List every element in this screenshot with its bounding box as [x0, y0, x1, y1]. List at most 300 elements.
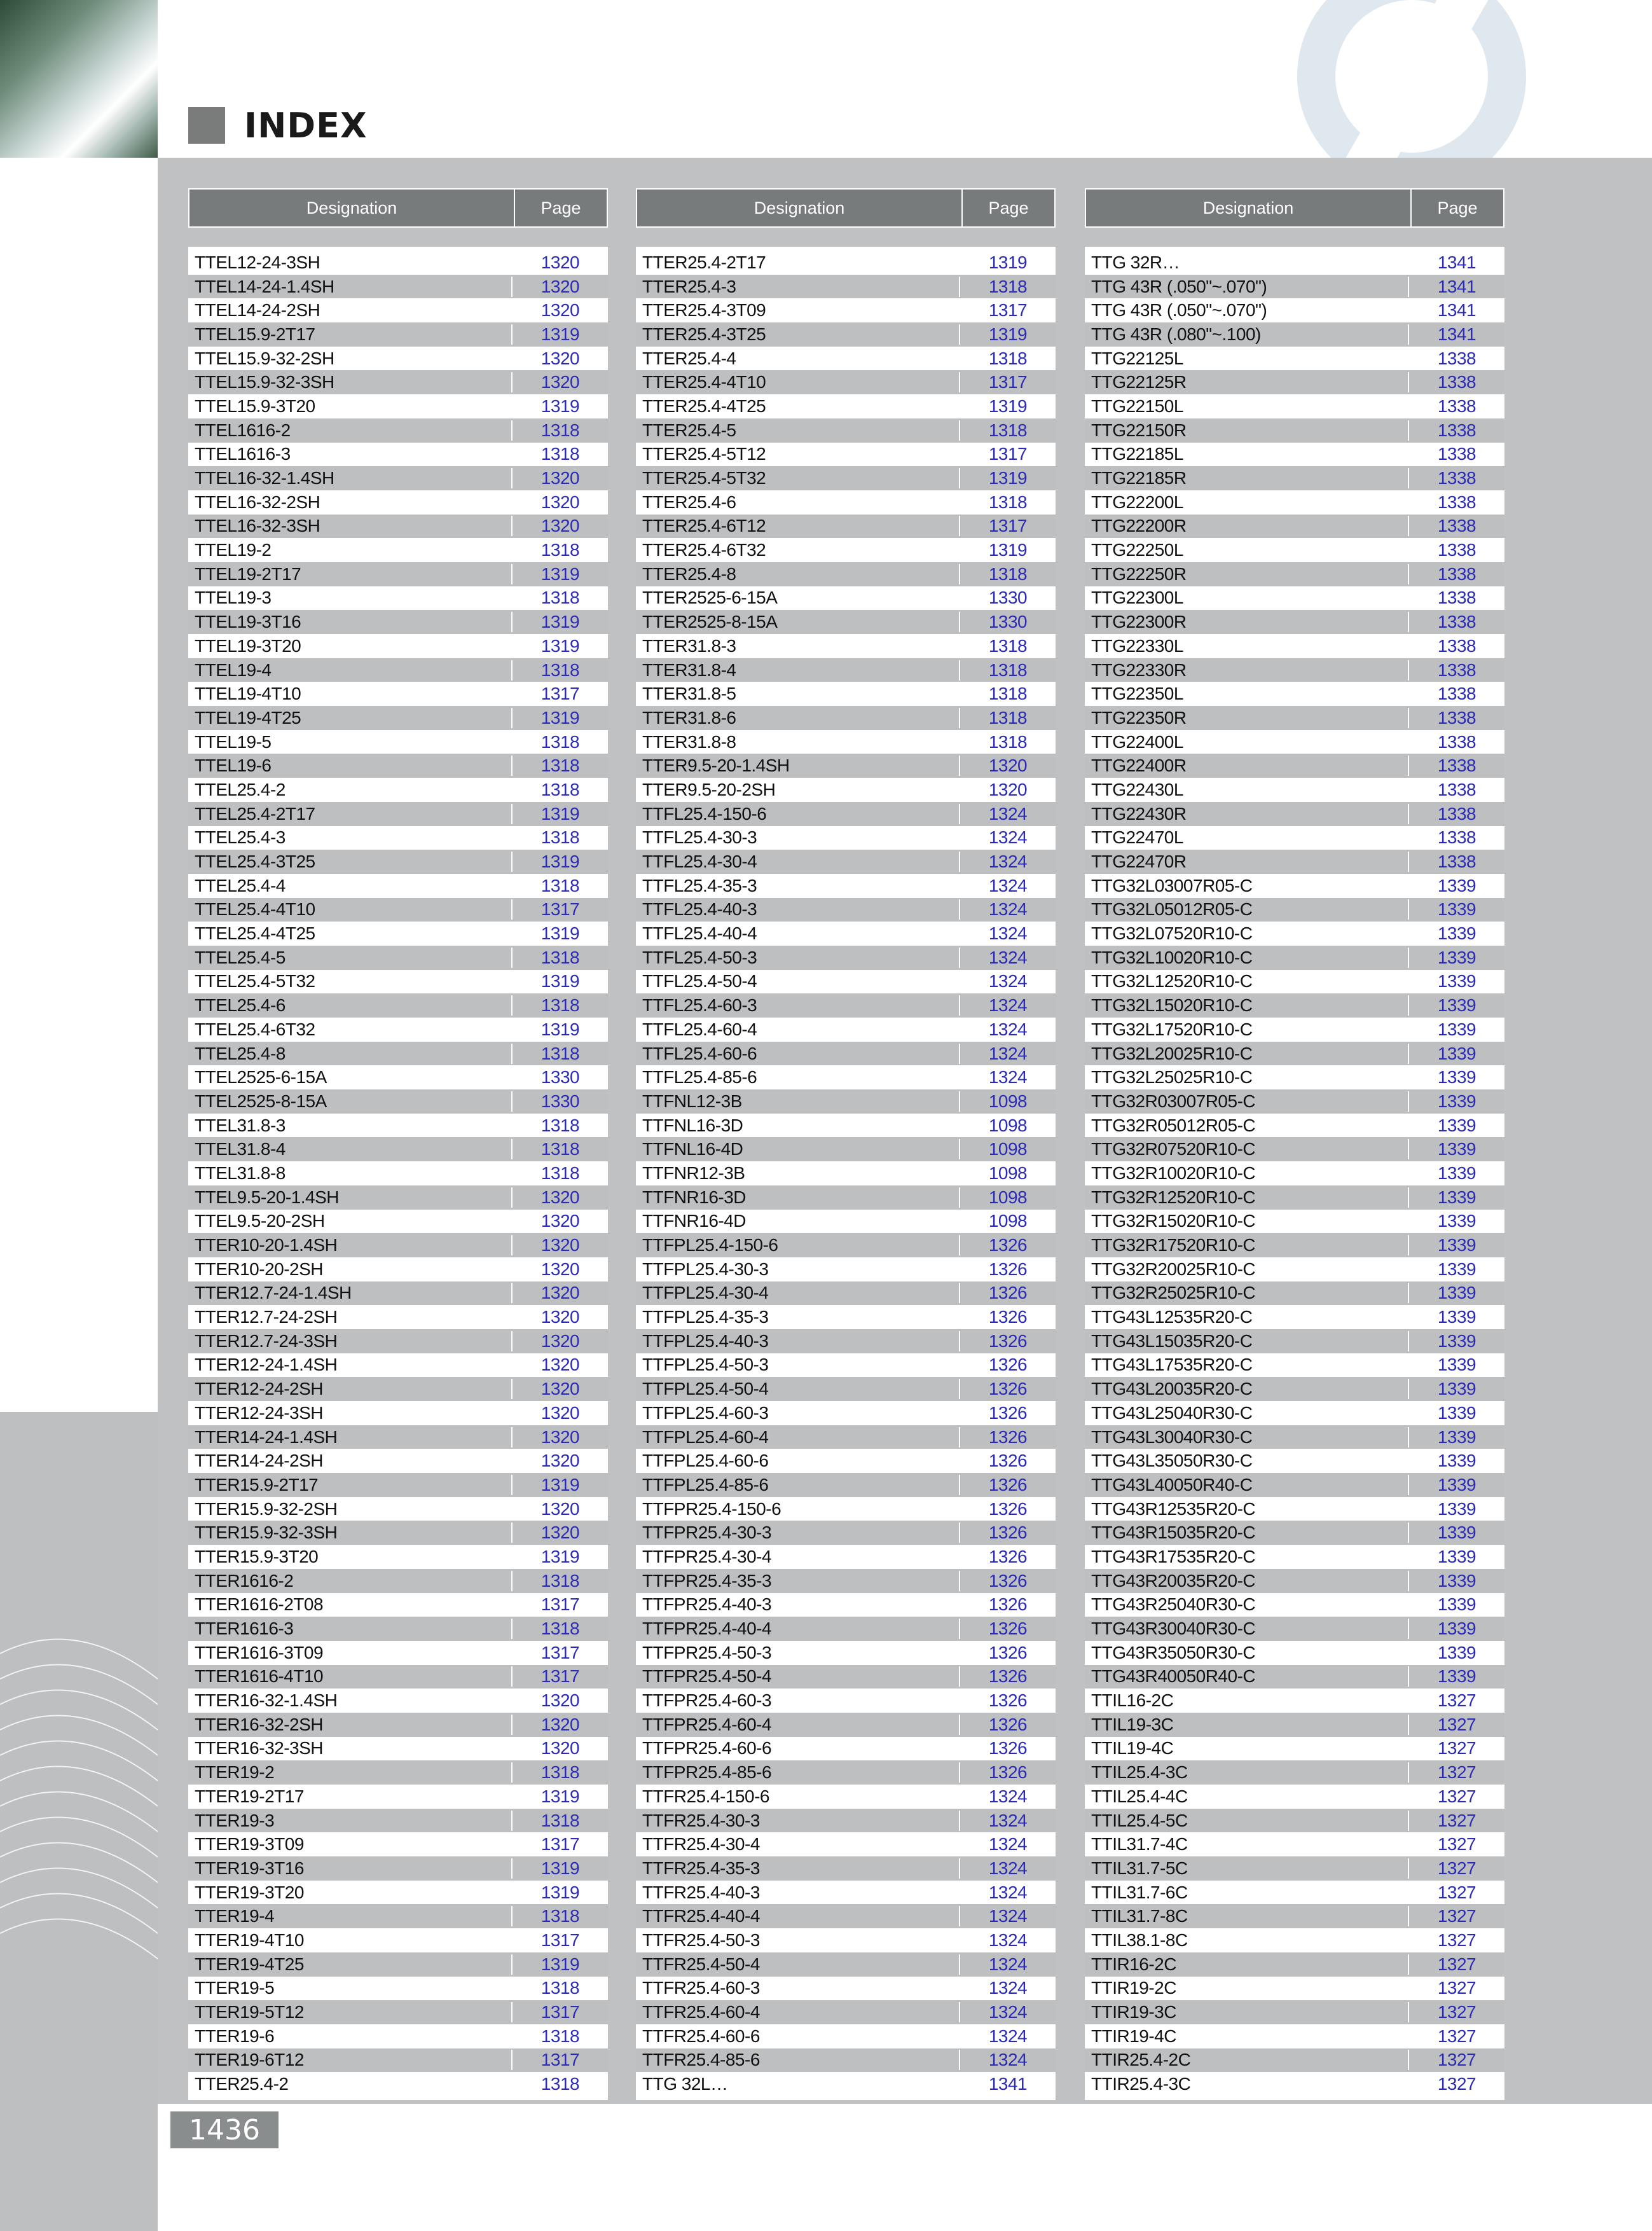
- page-link[interactable]: 1327: [1437, 1786, 1476, 1806]
- page-link[interactable]: 1326: [988, 1235, 1028, 1255]
- index-row: [1085, 1904, 1504, 1928]
- index-row: [188, 1689, 608, 1713]
- page-link[interactable]: 1339: [1437, 1163, 1476, 1183]
- page-link[interactable]: 1327: [1437, 2074, 1476, 2094]
- page-link[interactable]: 1318: [540, 1139, 580, 1159]
- designation-cell: TTER15.9-2T17: [188, 1475, 513, 1495]
- designation-cell: TTER12.7-24-3SH: [188, 1331, 513, 1351]
- designation-cell: TTIR25.4-2C: [1085, 2050, 1409, 2070]
- page-link[interactable]: 1326: [988, 1474, 1028, 1495]
- page-link[interactable]: 1319: [540, 1786, 580, 1806]
- page-link[interactable]: 1338: [1437, 588, 1476, 608]
- designation-cell: TTG43L12535R20-C: [1091, 1307, 1253, 1327]
- page-link[interactable]: 1317: [988, 300, 1028, 321]
- page-link[interactable]: 1324: [988, 1930, 1028, 1950]
- page-link[interactable]: 1318: [540, 827, 580, 848]
- page-link[interactable]: 1324: [988, 1067, 1028, 1088]
- index-row: [188, 730, 608, 754]
- page-link[interactable]: 1324: [988, 2002, 1028, 2022]
- page-link[interactable]: 1324: [988, 875, 1028, 895]
- page-link[interactable]: 1319: [540, 396, 580, 416]
- designation-cell: TTEL19-4T10: [195, 684, 301, 704]
- designation-cell: TTER16-32-2SH: [188, 1715, 513, 1735]
- designation-cell: TTEL25.4-6T32: [195, 1019, 315, 1039]
- page-link[interactable]: 1319: [988, 540, 1028, 560]
- page-link[interactable]: 1338: [1437, 684, 1476, 704]
- page-link[interactable]: 1098: [988, 1163, 1028, 1183]
- page-link[interactable]: 1341: [1437, 300, 1476, 321]
- page-link[interactable]: 1341: [1437, 252, 1476, 272]
- page-link[interactable]: 1319: [540, 923, 580, 944]
- page-link[interactable]: 1317: [540, 2002, 580, 2022]
- page-link[interactable]: 1326: [988, 1594, 1028, 1615]
- page-link[interactable]: 1098: [988, 1115, 1028, 1135]
- index-row: [1085, 1737, 1504, 1761]
- page-link[interactable]: 1320: [540, 1235, 580, 1255]
- page-link[interactable]: 1320: [540, 516, 580, 536]
- page-link[interactable]: 1338: [1437, 348, 1476, 368]
- page-link[interactable]: 1330: [988, 588, 1028, 608]
- page-link[interactable]: 1339: [1437, 1451, 1476, 1471]
- index-row: [188, 993, 608, 1018]
- page-link[interactable]: 1318: [540, 756, 580, 776]
- page-link[interactable]: 1338: [1437, 396, 1476, 416]
- page-link[interactable]: 1338: [1437, 563, 1476, 584]
- page-link[interactable]: 1326: [988, 1402, 1028, 1423]
- page-link[interactable]: 1338: [1437, 660, 1476, 680]
- page-link[interactable]: 1327: [1437, 1738, 1476, 1758]
- page-link[interactable]: 1326: [988, 1738, 1028, 1758]
- designation-cell: TTG22200L: [1091, 492, 1183, 512]
- page-link[interactable]: 1324: [988, 1858, 1028, 1878]
- page-link[interactable]: 1318: [540, 1906, 580, 1926]
- page-link[interactable]: 1324: [988, 1978, 1028, 1998]
- page-link[interactable]: 1338: [1437, 444, 1476, 464]
- page-link[interactable]: 1327: [1437, 1906, 1476, 1926]
- index-row: [1085, 2000, 1504, 2024]
- page-link[interactable]: 1338: [1437, 420, 1476, 440]
- page-link[interactable]: 1318: [540, 731, 580, 752]
- page-link[interactable]: 1318: [540, 660, 580, 680]
- index-row: [188, 322, 608, 347]
- page-link[interactable]: 1318: [540, 2026, 580, 2046]
- page-link[interactable]: 1339: [1437, 1307, 1476, 1327]
- page-link[interactable]: 1319: [540, 971, 580, 991]
- designation-cell: TTIL25.4-5C: [1085, 1811, 1409, 1831]
- page-link[interactable]: 1326: [988, 1570, 1028, 1591]
- designation-cell: TTG22150L: [1091, 396, 1183, 416]
- page-link[interactable]: 1319: [540, 324, 580, 344]
- page-link[interactable]: 1319: [540, 1474, 580, 1495]
- page-link[interactable]: 1327: [1437, 1930, 1476, 1950]
- page-link[interactable]: 1318: [540, 1810, 580, 1830]
- page-link[interactable]: 1317: [988, 372, 1028, 392]
- page-link[interactable]: 1317: [540, 1594, 580, 1615]
- page-link[interactable]: 1338: [1437, 779, 1476, 799]
- page-link[interactable]: 1339: [1437, 1330, 1476, 1351]
- designation-cell: TTEL25.4-8: [188, 1044, 513, 1064]
- page-link[interactable]: 1339: [1437, 875, 1476, 895]
- page-link[interactable]: 1338: [1437, 468, 1476, 488]
- designation-cell: TTG43L17535R20-C: [1091, 1355, 1253, 1375]
- page-link[interactable]: 1327: [1437, 2050, 1476, 2070]
- page-link[interactable]: 1339: [1437, 1067, 1476, 1088]
- page-link[interactable]: 1317: [540, 1834, 580, 1855]
- page-link[interactable]: 1320: [540, 1187, 580, 1207]
- page-link[interactable]: 1339: [1437, 1546, 1476, 1566]
- page-link[interactable]: 1318: [540, 1978, 580, 1998]
- page-link[interactable]: 1339: [1437, 1019, 1476, 1039]
- page-number: 1436: [170, 2111, 279, 2148]
- page-link[interactable]: 1339: [1437, 1211, 1476, 1231]
- page-link[interactable]: 1327: [1437, 1834, 1476, 1855]
- page-link[interactable]: 1318: [540, 540, 580, 560]
- page-link[interactable]: 1326: [988, 1690, 1028, 1711]
- page-link[interactable]: 1326: [988, 1762, 1028, 1783]
- page-link[interactable]: 1317: [988, 516, 1028, 536]
- page-link[interactable]: 1324: [988, 947, 1028, 967]
- index-row: [636, 1329, 1056, 1353]
- index-row: [188, 1497, 608, 1521]
- designation-cell: TTER16-32-1.4SH: [195, 1690, 338, 1711]
- page-link[interactable]: 1330: [540, 1067, 580, 1088]
- page-link[interactable]: 1318: [988, 492, 1028, 512]
- page-link[interactable]: 1339: [1437, 1187, 1476, 1207]
- page-link[interactable]: 1319: [540, 1019, 580, 1039]
- page-link[interactable]: 1339: [1437, 1426, 1476, 1447]
- page-link[interactable]: 1324: [988, 2050, 1028, 2070]
- page-link[interactable]: 1318: [540, 2074, 580, 2094]
- page-link[interactable]: 1326: [988, 1330, 1028, 1351]
- page-link[interactable]: 1339: [1437, 1619, 1476, 1639]
- page-link[interactable]: 1318: [540, 1115, 580, 1135]
- index-row: [188, 1832, 608, 1856]
- page-link[interactable]: 1326: [988, 1259, 1028, 1279]
- page-link[interactable]: 1338: [1437, 803, 1476, 824]
- designation-cell: TTER9.5-20-2SH: [642, 779, 776, 799]
- page-link[interactable]: 1324: [988, 923, 1028, 944]
- designation-cell: TTIL19-3C: [1085, 1715, 1409, 1735]
- page-link[interactable]: 1319: [540, 563, 580, 584]
- page-link[interactable]: 1317: [540, 899, 580, 920]
- page-link[interactable]: 1327: [1437, 1810, 1476, 1830]
- index-row: [1085, 1377, 1504, 1401]
- page-link[interactable]: 1339: [1437, 1043, 1476, 1063]
- page-link[interactable]: 1320: [540, 1523, 580, 1543]
- page-link[interactable]: 1324: [988, 1882, 1028, 1902]
- page-link[interactable]: 1338: [1437, 827, 1476, 848]
- page-link[interactable]: 1326: [988, 1714, 1028, 1734]
- designation-cell: TTG43R25040R30-C: [1091, 1594, 1256, 1615]
- index-row: [636, 1832, 1056, 1856]
- page-link[interactable]: 1320: [540, 1259, 580, 1279]
- page-link[interactable]: 1338: [1437, 516, 1476, 536]
- left-decor-strip: [0, 0, 158, 2231]
- page-link[interactable]: 1324: [988, 1043, 1028, 1063]
- designation-cell: TTFR25.4-150-6: [642, 1786, 769, 1806]
- page-link[interactable]: 1318: [988, 563, 1028, 584]
- page-link[interactable]: 1318: [540, 444, 580, 464]
- page-link[interactable]: 1320: [988, 756, 1028, 776]
- designation-cell: TTFR25.4-60-6: [642, 2026, 760, 2046]
- page-link[interactable]: 1319: [540, 1858, 580, 1878]
- designation-cell: TTG22400R: [1085, 756, 1409, 776]
- index-row: [188, 970, 608, 994]
- page-link[interactable]: 1320: [540, 1714, 580, 1734]
- designation-cell: TTEL25.4-5: [188, 948, 513, 968]
- page-link[interactable]: 1317: [540, 1666, 580, 1687]
- index-row: [636, 1689, 1056, 1713]
- page-link[interactable]: 1326: [988, 1523, 1028, 1543]
- page-link[interactable]: 1324: [988, 1786, 1028, 1806]
- index-row: [1085, 1689, 1504, 1713]
- page-link[interactable]: 1338: [1437, 372, 1476, 392]
- index-row: [1085, 1545, 1504, 1569]
- page-link[interactable]: 1324: [988, 803, 1028, 824]
- page-link[interactable]: 1320: [540, 1355, 580, 1375]
- page-link[interactable]: 1319: [540, 1882, 580, 1902]
- page-link[interactable]: 1338: [1437, 852, 1476, 872]
- page-link[interactable]: 1319: [988, 252, 1028, 272]
- page-link[interactable]: 1338: [1437, 492, 1476, 512]
- page-link[interactable]: 1339: [1437, 1642, 1476, 1662]
- page-link[interactable]: 1338: [1437, 731, 1476, 752]
- page-link[interactable]: 1327: [1437, 1690, 1476, 1711]
- page-link[interactable]: 1327: [1437, 1978, 1476, 1998]
- page-link[interactable]: 1320: [540, 1402, 580, 1423]
- page-link[interactable]: 1339: [1437, 947, 1476, 967]
- page-link[interactable]: 1318: [540, 1163, 580, 1183]
- page-link[interactable]: 1320: [540, 348, 580, 368]
- page-link[interactable]: 1338: [1437, 540, 1476, 560]
- page-link[interactable]: 1320: [540, 468, 580, 488]
- page-link[interactable]: 1327: [1437, 1882, 1476, 1902]
- wave-pattern: [0, 1412, 158, 2231]
- index-row: [188, 2048, 608, 2073]
- page-link[interactable]: 1320: [540, 1283, 580, 1303]
- index-row: [636, 778, 1056, 802]
- page-link[interactable]: 1320: [540, 1307, 580, 1327]
- page-link[interactable]: 1098: [988, 1139, 1028, 1159]
- page-link[interactable]: 1324: [988, 827, 1028, 848]
- page-link[interactable]: 1339: [1437, 971, 1476, 991]
- designation-cell: TTEL15.9-2T17: [188, 324, 513, 345]
- page-link[interactable]: 1339: [1437, 1523, 1476, 1543]
- page-link[interactable]: 1319: [540, 1954, 580, 1974]
- designation-cell: TTFL25.4-60-3: [636, 995, 960, 1016]
- page-link[interactable]: 1320: [540, 1738, 580, 1758]
- page-link[interactable]: 1324: [988, 2026, 1028, 2046]
- page-link[interactable]: 1326: [988, 1546, 1028, 1566]
- page-link[interactable]: 1318: [540, 420, 580, 440]
- page-link[interactable]: 1318: [988, 731, 1028, 752]
- page-link[interactable]: 1318: [988, 684, 1028, 704]
- index-row: [188, 1617, 608, 1641]
- page-link[interactable]: 1319: [988, 396, 1028, 416]
- page-link[interactable]: 1339: [1437, 1379, 1476, 1399]
- index-row: [188, 826, 608, 850]
- page-link[interactable]: 1326: [988, 1498, 1028, 1519]
- page-link[interactable]: 1317: [988, 444, 1028, 464]
- page-link[interactable]: 1320: [540, 1330, 580, 1351]
- page-link[interactable]: 1320: [540, 1426, 580, 1447]
- page-link[interactable]: 1319: [540, 635, 580, 656]
- page-link[interactable]: 1318: [540, 588, 580, 608]
- page-link[interactable]: 1324: [988, 1834, 1028, 1855]
- page-link[interactable]: 1324: [988, 995, 1028, 1016]
- page-link[interactable]: 1339: [1437, 1115, 1476, 1135]
- page-link[interactable]: 1339: [1437, 1091, 1476, 1111]
- page-link[interactable]: 1324: [988, 1019, 1028, 1039]
- index-row: [188, 586, 608, 611]
- page-link[interactable]: 1320: [540, 252, 580, 272]
- page-link[interactable]: 1318: [988, 420, 1028, 440]
- page-link[interactable]: 1320: [540, 1498, 580, 1519]
- column-body: [1085, 247, 1504, 2100]
- index-row: [188, 2072, 608, 2096]
- page-link[interactable]: 1339: [1437, 1235, 1476, 1255]
- page-link[interactable]: 1320: [540, 1211, 580, 1231]
- index-row: [1085, 1785, 1504, 1809]
- index-row: [1085, 1305, 1504, 1329]
- page-link[interactable]: 1318: [988, 660, 1028, 680]
- page-link[interactable]: 1338: [1437, 756, 1476, 776]
- page-link[interactable]: 1339: [1437, 1283, 1476, 1303]
- page-link[interactable]: 1341: [1437, 324, 1476, 344]
- page-link[interactable]: 1326: [988, 1355, 1028, 1375]
- page-link[interactable]: 1324: [988, 1810, 1028, 1830]
- page-link[interactable]: 1319: [540, 1546, 580, 1566]
- page-link[interactable]: 1319: [988, 468, 1028, 488]
- index-row: [188, 682, 608, 706]
- page-link[interactable]: 1324: [988, 899, 1028, 920]
- page-link[interactable]: 1341: [988, 2074, 1028, 2094]
- page-link[interactable]: 1319: [540, 803, 580, 824]
- page-link[interactable]: 1326: [988, 1283, 1028, 1303]
- page-link[interactable]: 1317: [540, 1930, 580, 1950]
- page-link[interactable]: 1098: [988, 1187, 1028, 1207]
- page-link[interactable]: 1326: [988, 1451, 1028, 1471]
- index-row: [636, 1977, 1056, 2001]
- page-link[interactable]: 1098: [988, 1091, 1028, 1111]
- page-link[interactable]: 1339: [1437, 1355, 1476, 1375]
- page-link[interactable]: 1339: [1437, 923, 1476, 944]
- index-row: [636, 1281, 1056, 1306]
- page-link[interactable]: 1339: [1437, 1402, 1476, 1423]
- page-link[interactable]: 1320: [540, 492, 580, 512]
- designation-cell: TTFR25.4-35-3: [636, 1858, 960, 1879]
- page-link[interactable]: 1320: [540, 1379, 580, 1399]
- page-link[interactable]: 1327: [1437, 1954, 1476, 1974]
- designation-cell: TTFPL25.4-60-6: [642, 1451, 769, 1471]
- designation-cell: TTER1616-3T09: [195, 1642, 324, 1662]
- page-link[interactable]: 1339: [1437, 1259, 1476, 1279]
- page-link[interactable]: 1320: [540, 276, 580, 296]
- page-link[interactable]: 1326: [988, 1666, 1028, 1687]
- page-link[interactable]: 1326: [988, 1619, 1028, 1639]
- page-link[interactable]: 1320: [540, 1451, 580, 1471]
- page-link[interactable]: 1338: [1437, 707, 1476, 728]
- page-link[interactable]: 1327: [1437, 1858, 1476, 1878]
- index-row: [188, 634, 608, 658]
- page-link[interactable]: 1339: [1437, 1139, 1476, 1159]
- designation-header: Designation: [189, 190, 515, 226]
- page-link[interactable]: 1318: [988, 707, 1028, 728]
- page-link[interactable]: 1339: [1437, 1666, 1476, 1687]
- page-link[interactable]: 1318: [540, 779, 580, 799]
- page-link[interactable]: 1327: [1437, 1714, 1476, 1734]
- page-link[interactable]: 1326: [988, 1307, 1028, 1327]
- page-link[interactable]: 1341: [1437, 276, 1476, 296]
- page-link[interactable]: 1318: [988, 635, 1028, 656]
- designation-cell: TTER15.9-3T20: [195, 1546, 319, 1566]
- index-row: [636, 490, 1056, 515]
- page-link[interactable]: 1327: [1437, 1762, 1476, 1783]
- page-link[interactable]: 1319: [540, 707, 580, 728]
- designation-cell: TTG32L05012R05-C: [1085, 899, 1409, 920]
- page-link[interactable]: 1318: [540, 1043, 580, 1063]
- page-link[interactable]: 1318: [988, 348, 1028, 368]
- page-link[interactable]: 1318: [540, 995, 580, 1016]
- page-link[interactable]: 1327: [1437, 2002, 1476, 2022]
- page-link[interactable]: 1339: [1437, 899, 1476, 920]
- page-link[interactable]: 1317: [540, 2050, 580, 2070]
- page-link[interactable]: 1339: [1437, 1570, 1476, 1591]
- page-link[interactable]: 1320: [988, 779, 1028, 799]
- page-link[interactable]: 1320: [540, 300, 580, 321]
- page-link[interactable]: 1320: [540, 372, 580, 392]
- page-link[interactable]: 1339: [1437, 1474, 1476, 1495]
- index-row: [188, 1401, 608, 1425]
- page-link[interactable]: 1338: [1437, 635, 1476, 656]
- page-link[interactable]: 1319: [540, 852, 580, 872]
- page-link[interactable]: 1339: [1437, 1594, 1476, 1615]
- page-link[interactable]: 1326: [988, 1379, 1028, 1399]
- page-link[interactable]: 1317: [540, 684, 580, 704]
- page-link[interactable]: 1319: [540, 612, 580, 632]
- page-link[interactable]: 1330: [540, 1091, 580, 1111]
- page-link[interactable]: 1318: [540, 875, 580, 895]
- page-link[interactable]: 1327: [1437, 2026, 1476, 2046]
- index-row: [188, 610, 608, 634]
- page-link[interactable]: 1319: [988, 324, 1028, 344]
- index-row: [188, 1760, 608, 1785]
- page-link[interactable]: 1320: [540, 1690, 580, 1711]
- page-link[interactable]: 1324: [988, 852, 1028, 872]
- page-link[interactable]: 1324: [988, 971, 1028, 991]
- index-row: [1085, 347, 1504, 371]
- page-link[interactable]: 1318: [540, 1619, 580, 1639]
- page-link[interactable]: 1318: [540, 1570, 580, 1591]
- designation-cell: TTER25.4-6T32: [642, 540, 766, 560]
- designation-cell: TTER19-6T12: [188, 2050, 513, 2070]
- page-link[interactable]: 1317: [540, 1642, 580, 1662]
- page-link[interactable]: 1339: [1437, 1498, 1476, 1519]
- page-link[interactable]: 1326: [988, 1426, 1028, 1447]
- page-link[interactable]: 1339: [1437, 995, 1476, 1016]
- page-link[interactable]: 1338: [1437, 612, 1476, 632]
- page-link[interactable]: 1326: [988, 1642, 1028, 1662]
- page-link[interactable]: 1330: [988, 612, 1028, 632]
- page-link[interactable]: 1324: [988, 1906, 1028, 1926]
- page-link[interactable]: 1318: [540, 1762, 580, 1783]
- designation-cell: TTEL19-6: [188, 756, 513, 776]
- page-link[interactable]: 1098: [988, 1211, 1028, 1231]
- page-link[interactable]: 1324: [988, 1954, 1028, 1974]
- page-link[interactable]: 1318: [540, 947, 580, 967]
- page-link[interactable]: 1318: [988, 276, 1028, 296]
- designation-cell: TTG32R07520R10-C: [1085, 1139, 1409, 1159]
